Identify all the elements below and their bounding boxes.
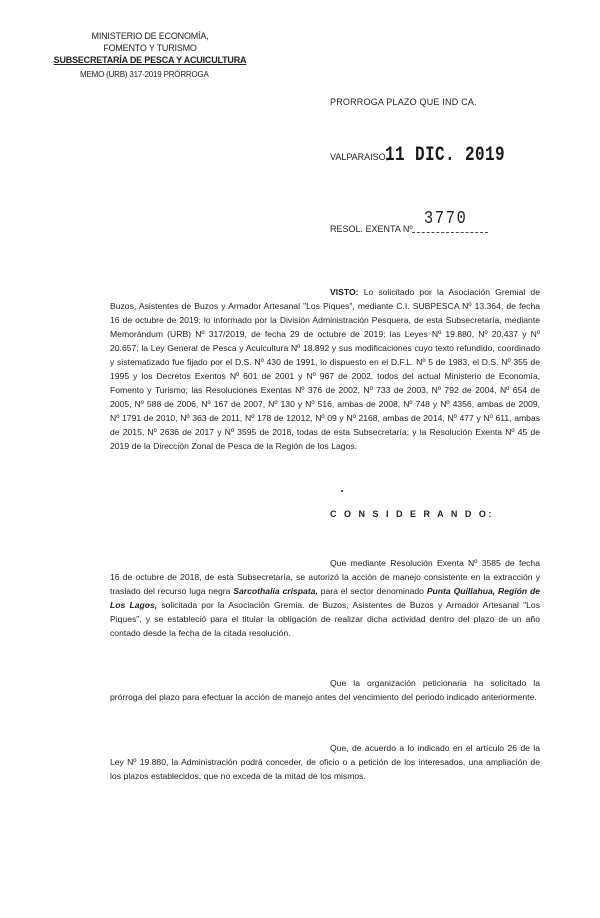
species-name: Sarcothalia crispata, [233, 586, 318, 596]
subsecretaria-name: SUBSECRETARÍA DE PESCA Y ACUICULTURA [53, 55, 247, 65]
ministry-header [0, 30, 300, 66]
ministry-subname: FOMENTO Y TURISMO [103, 43, 197, 53]
place-label: VALPARAISO, [330, 152, 389, 162]
resolution-label: RESOL. EXENTA Nº [330, 224, 413, 234]
subject-line: PRORROGA PLAZO QUE IND CA. [330, 97, 477, 107]
visto-body: Lo solicitado por la Asociación Gremial de Buzos, Asistentes de Buzos y Armador Artesanal "Los Piques", mediante C.I. SUBPESCA Nº 13.364, de fecha 16 de octubre de 2019; lo informado por la División Administración Pesquera, de esta Subsecretaría, mediante Memorándum (URB) Nº 317/2019, de fecha 29 de octubre de 2019; las Leyes Nº 19.880, Nº 20.437 y Nº 20.657; la Ley General de Pesca y Acuicultura Nº 18.892 y sus modificaciones cuyo texto refundido, coordinado y sistematizado fue fijado por el D.S. Nº 430 de 1991, lo dispuesto en el D.F.L. Nº 5 de 1983, el D.S. Nº 355 de 1995 y los Decretos Exentos Nº 601 de 2001 y Nº 967 de 2002, todos del actual Ministerio de Economía, Fomento y Turismo; las Resoluciones Exentas Nº 376 de 2002, Nº 733 de 2003, Nº 792 de 2004, Nº 654 de 2005, Nº 588 de 2006, Nº 167 de 2007, Nº 130 y Nº 516, ambas de 2008, Nº 748 y Nº 4356, ambas de 2009, Nº 1791 de 2010, Nº 363 de 2011, Nº 178 de 12012, Nº 09 y Nº 2168, ambas de 2014, Nº 477 y Nº 611, ambas de 2015, Nº 2636 de 2017 y Nº 3595 de 2018, todas de esta Subsecretaría; y la Resolución Exenta Nº 45 de 2019 de la Dirección Zonal de Pesca de la Región de los Lagos. [110, 287, 540, 451]
visto-paragraph [110, 285, 540, 453]
considerando-paragraph-1 [110, 556, 540, 640]
sector-name: Punta Quillahua, Región de Los Lagos, [110, 586, 541, 610]
considerando-paragraph-3: Que, de acuerdo a lo indicado en el artículo 26 de la Ley Nº 19.880, la Administración podrá conceder, de oficio o a petición de los interesados, una ampliación de los plazos establecidos, que no exceda de la mitad de los mismos. [110, 743, 540, 781]
resolution-number-line [412, 232, 488, 233]
paragraph-1-text-b: para el sector denominado [320, 586, 424, 596]
date-stamp: 11 DIC. 2019 [385, 144, 506, 167]
visto-heading: VISTO: [330, 287, 359, 297]
scan-mark [341, 490, 343, 492]
resolution-number: 3770 [424, 209, 468, 229]
considerando-paragraph-2: Que la organización peticionaria ha solicitado la prórroga del plazo para efectuar la acción de manejo antes del vencimiento del periodo indicado anteriormente. [110, 678, 540, 702]
paragraph-1-text-c: solicitada por la Asociación Gremia. de Buzos, Asistentes de Buzos y Armador Artesanal "Los Piques", y se estableció para el titular la obligación de realizar dicha actividad dentro del plazo de un año contado desde la fecha de la citada resolución. [110, 600, 540, 638]
paragraph-1-text-a: Que mediante Resolución Exenta Nº 3585 de fecha 16 de octubre de 2018, de esta Subsecretaría, se autorizó la acción de manejo consistente en la extracción y traslado del recurso luga negra [110, 558, 540, 596]
memo-reference: MEMO (URB) 317-2019 PRÓRROGA [80, 70, 209, 79]
ministry-name: MINISTERIO DE ECONOMÍA, [91, 31, 209, 41]
considerando-heading: C O N S I D E R A N D O: [330, 509, 494, 519]
